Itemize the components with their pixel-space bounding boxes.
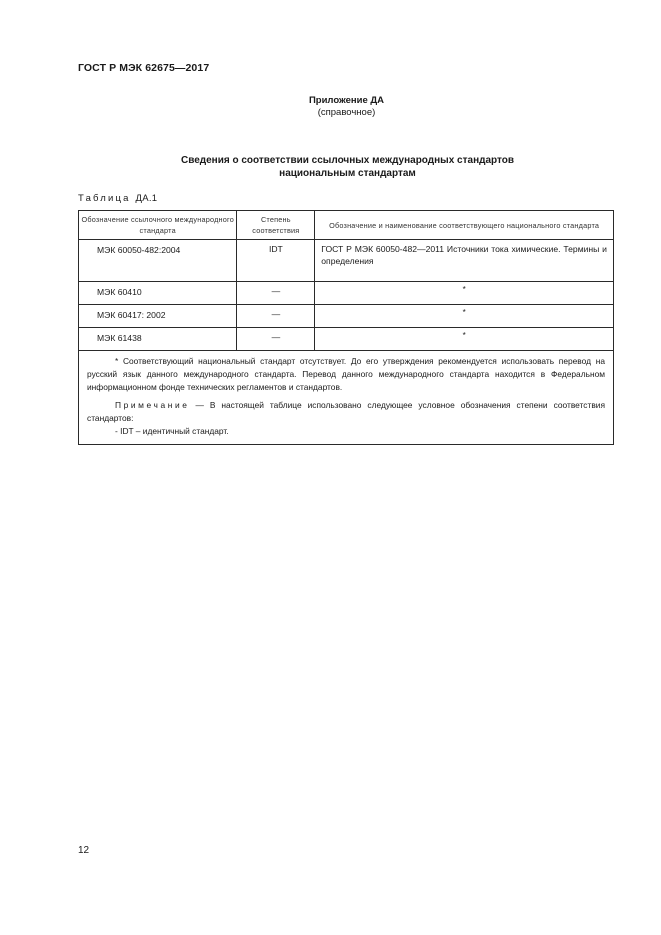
cell-code: МЭК 60410 — [79, 282, 237, 305]
cell-national: ГОСТ Р МЭК 60050-482—2011 Источники тока химические. Термины и определения — [315, 240, 614, 282]
table-caption-word: Таблица — [78, 193, 131, 204]
section-title-line-1: Сведения о соответствии ссылочных международных стандартов — [180, 155, 515, 166]
section-title-line-2: национальным стандартам — [279, 168, 416, 179]
page-number: 12 — [78, 845, 90, 856]
note-item: - IDT – идентичный стандарт. — [115, 426, 229, 436]
document-code: ГОСТ Р МЭК 62675—2017 — [78, 62, 210, 74]
cell-degree: — — [237, 305, 315, 328]
cell-code: МЭК 60050-482:2004 — [79, 240, 237, 282]
section-title — [0, 154, 661, 180]
cell-code: МЭК 61438 — [79, 328, 237, 351]
cell-degree: — — [237, 282, 315, 305]
cell-degree: IDT — [237, 240, 315, 282]
table-header-row — [79, 211, 614, 240]
note-label: Примечание — [115, 400, 190, 410]
header-international-standard: Обозначение ссылочного международного стандарта — [79, 211, 237, 240]
cell-degree: — — [237, 328, 315, 351]
annex-heading — [0, 95, 661, 119]
header-national-standard: Обозначение и наименование соответствующего национального стандарта — [315, 211, 614, 240]
table-caption-number: ДА.1 — [135, 193, 158, 204]
annex-subtitle: (справочное) — [317, 107, 376, 118]
footnote-text: * Соответствующий национальный стандарт отсутствует. До его утверждения рекомендуется использовать перевод на русский язык данного международного стандарта. Перевод данного международного стандарта находится в Федеральном информационном фонде технических регламентов и стандартов. — [87, 356, 605, 392]
cell-code: МЭК 60417: 2002 — [79, 305, 237, 328]
cell-national: * — [315, 282, 614, 305]
annex-title: Приложение ДА — [308, 95, 385, 106]
table-row — [79, 282, 614, 305]
table-row — [79, 305, 614, 328]
cell-national: * — [315, 328, 614, 351]
table-notes — [79, 351, 614, 445]
table-footnote-row — [79, 351, 614, 445]
note-paragraph — [87, 399, 605, 425]
table-row — [79, 328, 614, 351]
correspondence-table — [78, 210, 614, 445]
table-row — [79, 240, 614, 282]
cell-national: * — [315, 305, 614, 328]
table-caption — [78, 193, 157, 204]
header-degree: Степень соответствия — [237, 211, 315, 240]
note-text: — В настоящей таблице использовано следующее условное обозначения степени соответствия стандартов: — [87, 400, 605, 423]
